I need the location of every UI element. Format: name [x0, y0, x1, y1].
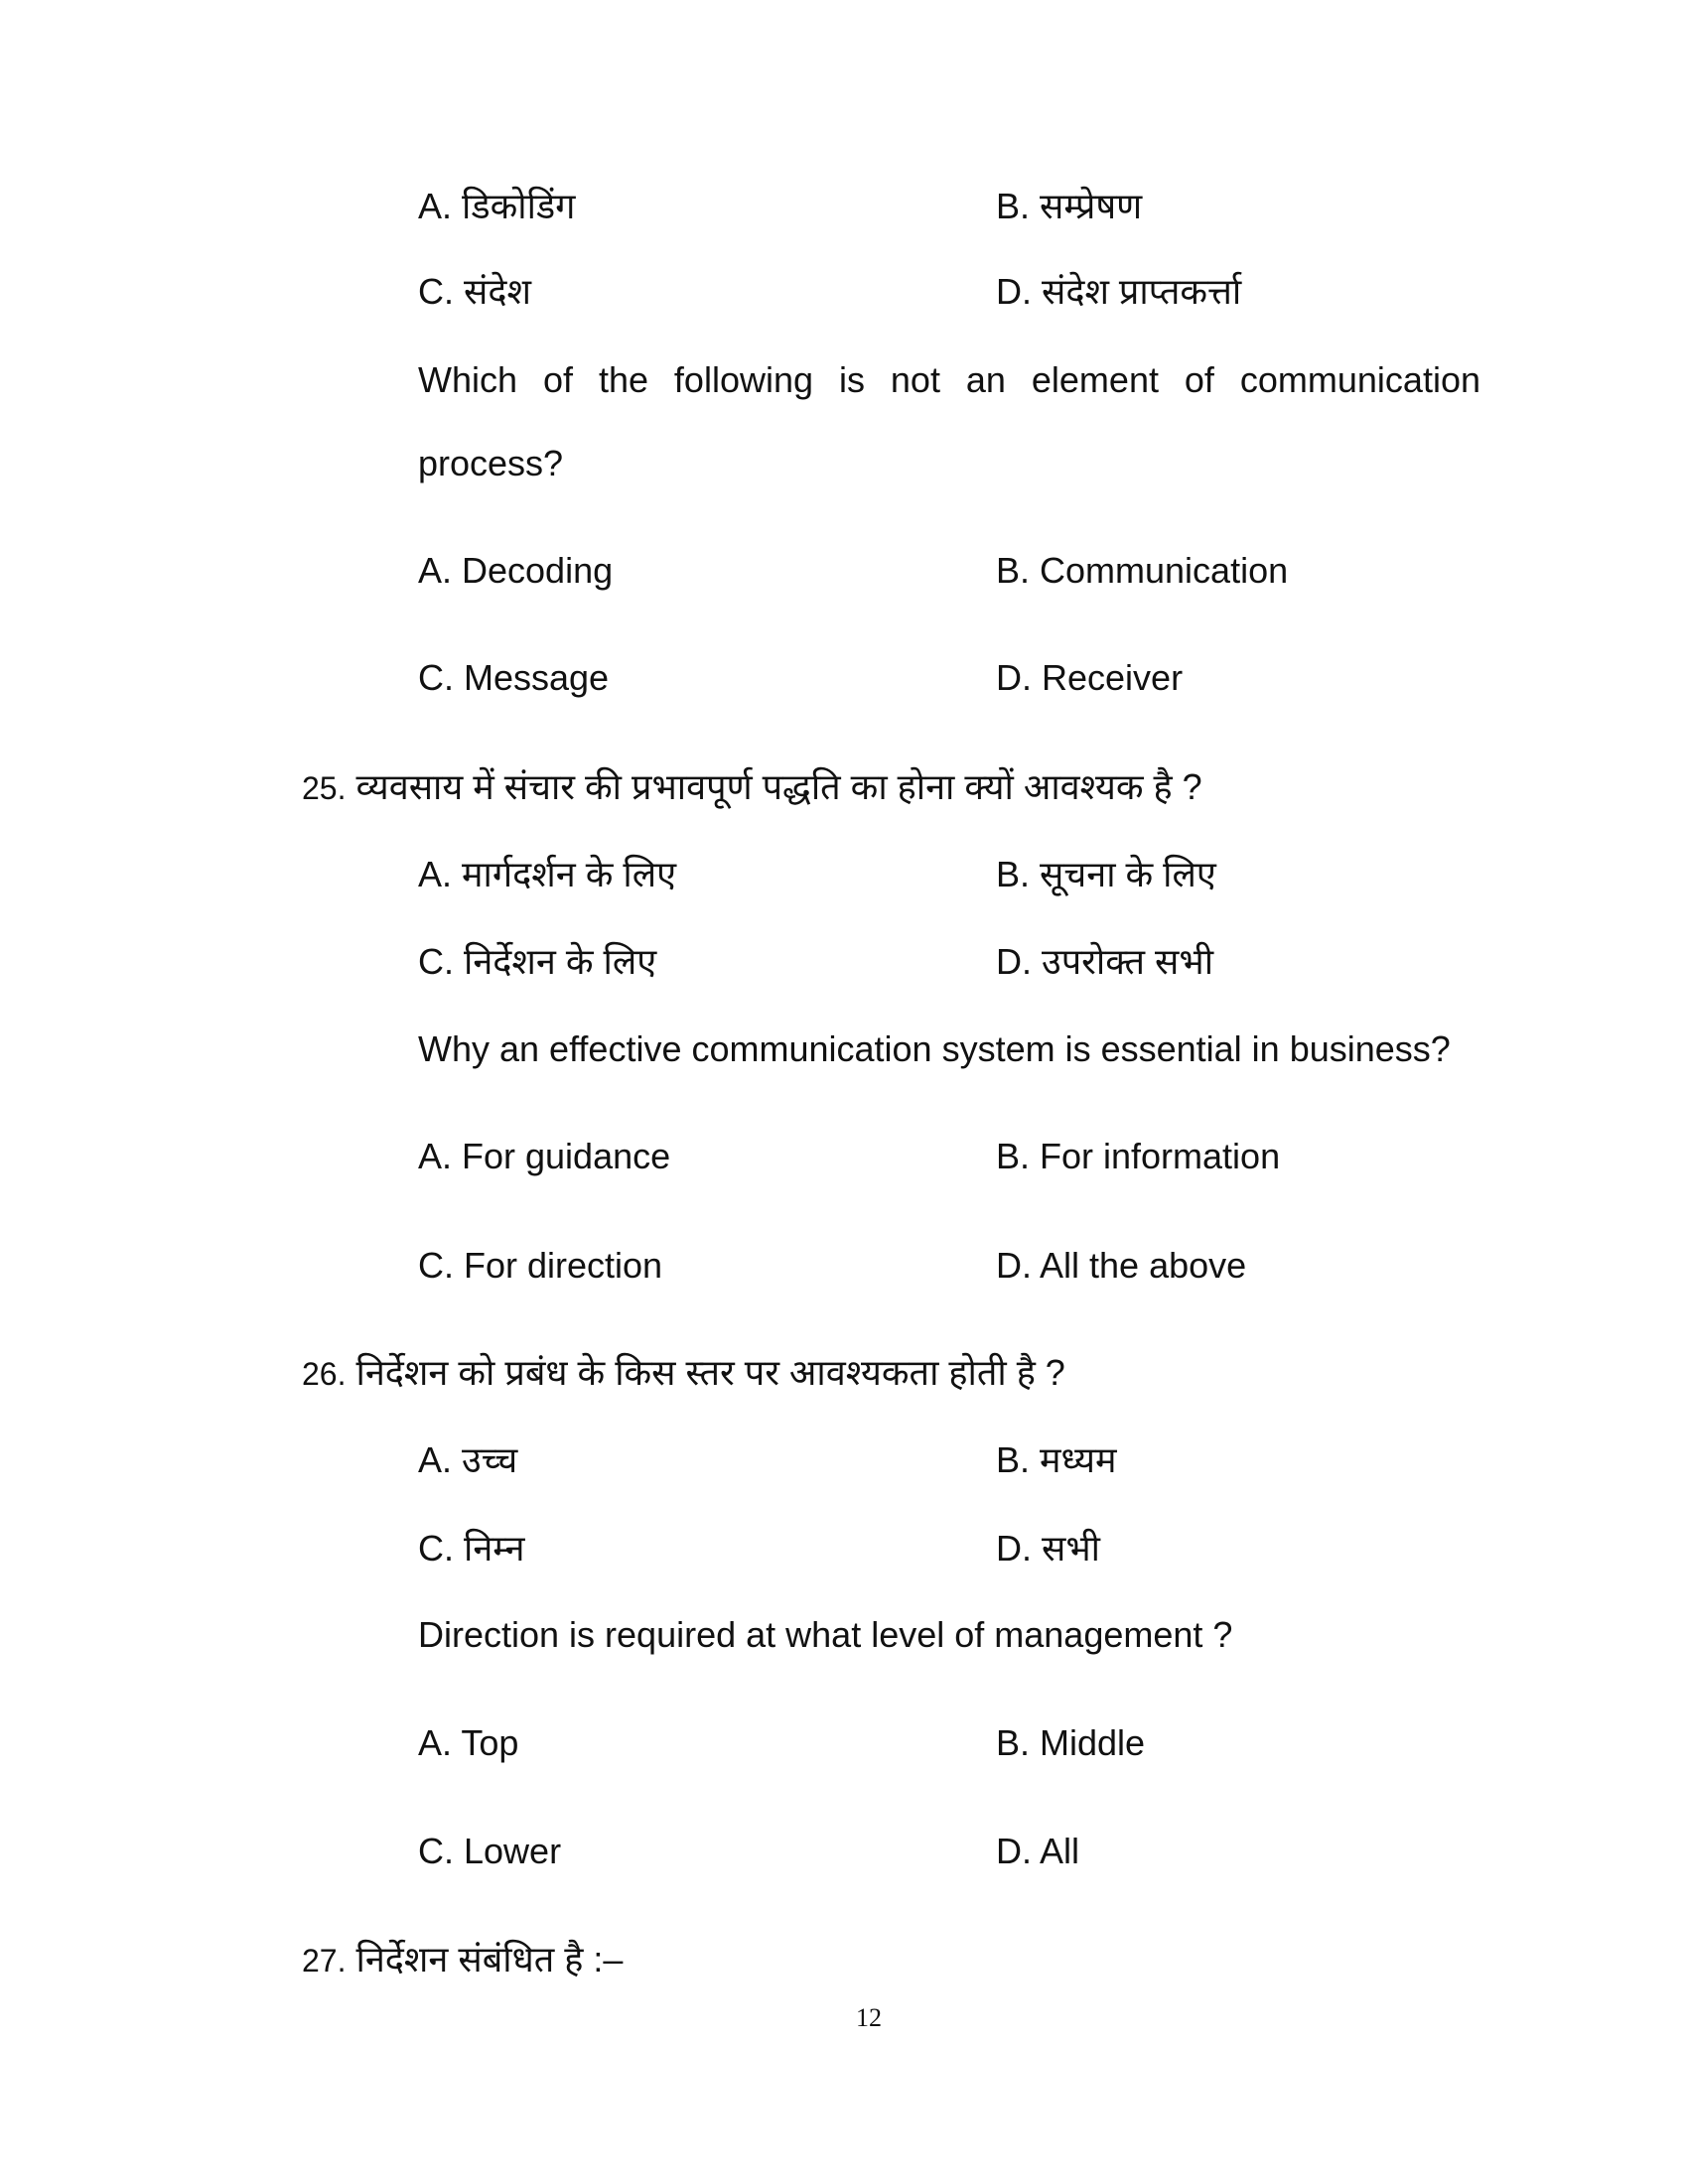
q26-english-option-c: C. Lower: [418, 1831, 562, 1871]
q27-hindi-question: [302, 1938, 623, 1982]
q26-hindi-option-d: D. सभी: [996, 1528, 1100, 1569]
q25-english-question: Why an effective communication system is essential in business?: [418, 1028, 1451, 1069]
q26-hindi-question: [302, 1351, 1065, 1396]
q24-english-question-line1: Which of the following is not an element of communication: [418, 359, 1480, 400]
q24-english-option-c: C. Message: [418, 657, 610, 698]
q24-english-option-b: B. Communication: [996, 550, 1289, 591]
q25-hindi-option-d: D. उपरोक्त सभी: [996, 941, 1214, 982]
q24-hindi-option-b: B. सम्प्रेषण: [996, 186, 1143, 226]
question-text: व्यवसाय में संचार की प्रभावपूर्ण पद्धति का होना क्यों आवश्यक है ?: [355, 766, 1202, 807]
q25-hindi-option-a: A. मार्गदर्शन के लिए: [418, 854, 677, 894]
question-number: 25.: [302, 770, 347, 806]
q24-hindi-option-a: A. डिकोडिंग: [418, 186, 576, 226]
q26-english-option-d: D. All: [996, 1831, 1080, 1871]
page-number: 12: [856, 2003, 882, 2032]
q25-english-option-d: D. All the above: [996, 1245, 1247, 1286]
q25-hindi-option-c: C. निर्देशन के लिए: [418, 941, 657, 982]
question-number: 27.: [302, 1943, 347, 1979]
q24-english-question-line2: process?: [418, 443, 564, 483]
q25-english-option-b: B. For information: [996, 1136, 1281, 1176]
q24-hindi-option-d: D. संदेश प्राप्तकर्त्ता: [996, 271, 1242, 312]
q24-english-option-a: A. Decoding: [418, 550, 614, 591]
q26-hindi-option-a: A. उच्च: [418, 1439, 518, 1480]
q24-hindi-option-c: C. संदेश: [418, 271, 531, 312]
q25-english-option-a: A. For guidance: [418, 1136, 671, 1176]
q26-english-option-a: A. Top: [418, 1722, 519, 1763]
question-number: 26.: [302, 1356, 347, 1392]
q25-hindi-option-b: B. सूचना के लिए: [996, 854, 1216, 894]
q26-hindi-option-c: C. निम्न: [418, 1528, 525, 1569]
q25-hindi-question: [302, 765, 1202, 810]
question-text: निर्देशन को प्रबंध के किस स्तर पर आवश्यकता होती है ?: [355, 1352, 1065, 1393]
question-text: निर्देशन संबंधित है :–: [355, 1939, 624, 1979]
q26-hindi-option-b: B. मध्यम: [996, 1439, 1117, 1480]
q26-english-question: Direction is required at what level of management ?: [418, 1614, 1233, 1655]
q24-english-option-d: D. Receiver: [996, 657, 1184, 698]
q26-english-option-b: B. Middle: [996, 1722, 1146, 1763]
q25-english-option-c: C. For direction: [418, 1245, 663, 1286]
